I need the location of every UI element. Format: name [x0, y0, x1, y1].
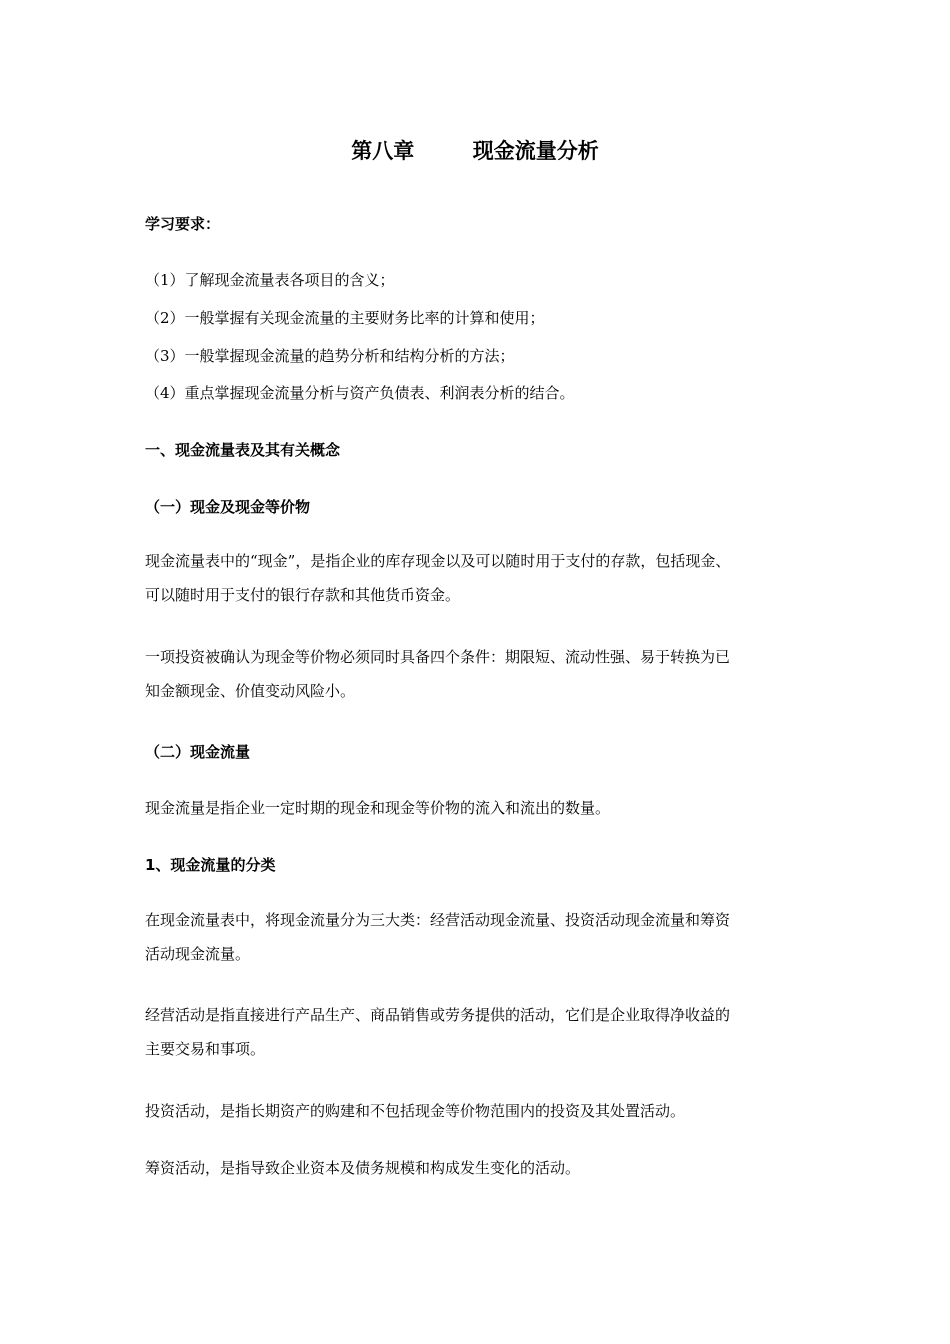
subsection-heading: （二）现金流量 — [145, 743, 251, 761]
requirement-item: （2）一般掌握有关现金流量的主要财务比率的计算和使用； — [145, 309, 545, 327]
paragraph: 现金流量是指企业一定时期的现金和现金等价物的流入和流出的数量。 — [145, 799, 611, 817]
paragraph — [145, 544, 825, 612]
paragraph-line: 知金额现金、价值变动风险小。 — [145, 682, 356, 700]
section-heading: 一、现金流量表及其有关概念 — [145, 441, 341, 459]
paragraph — [145, 640, 825, 708]
requirement-item: （3）一般掌握现金流量的趋势分析和结构分析的方法； — [145, 347, 515, 365]
study-requirements-heading: 学习要求： — [145, 215, 221, 233]
paragraph-line: 可以随时用于支付的银行存款和其他货币资金。 — [145, 586, 461, 604]
paragraph-line: 经营活动是指直接进行产品生产、商品销售或劳务提供的活动，它们是企业取得净收益的 — [145, 1006, 731, 1024]
paragraph — [145, 998, 825, 1066]
paragraph-line: 主要交易和事项。 — [145, 1040, 266, 1058]
subsection-heading: （一）现金及现金等价物 — [145, 498, 311, 516]
paragraph-line: 现金流量表中的“现金”，是指企业的库存现金以及可以随时用于支付的存款，包括现金、 — [145, 552, 731, 570]
paragraph: 筹资活动，是指导致企业资本及债务规模和构成发生变化的活动。 — [145, 1159, 581, 1177]
subsection-heading: 1、现金流量的分类 — [145, 856, 276, 874]
paragraph: 投资活动，是指长期资产的购建和不包括现金等价物范围内的投资及其处置活动。 — [145, 1102, 686, 1120]
paragraph — [145, 903, 825, 971]
paragraph-line: 在现金流量表中，将现金流量分为三大类：经营活动现金流量、投资活动现金流量和筹资 — [145, 911, 731, 929]
paragraph-line: 活动现金流量。 — [145, 945, 251, 963]
paragraph-line: 一项投资被确认为现金等价物必须同时具备四个条件：期限短、流动性强、易于转换为已 — [145, 648, 731, 666]
chapter-title: 第八章 现金流量分析 — [351, 139, 599, 163]
requirement-item: （1）了解现金流量表各项目的含义； — [145, 271, 395, 289]
requirement-item: （4）重点掌握现金流量分析与资产负债表、利润表分析的结合。 — [145, 384, 575, 402]
